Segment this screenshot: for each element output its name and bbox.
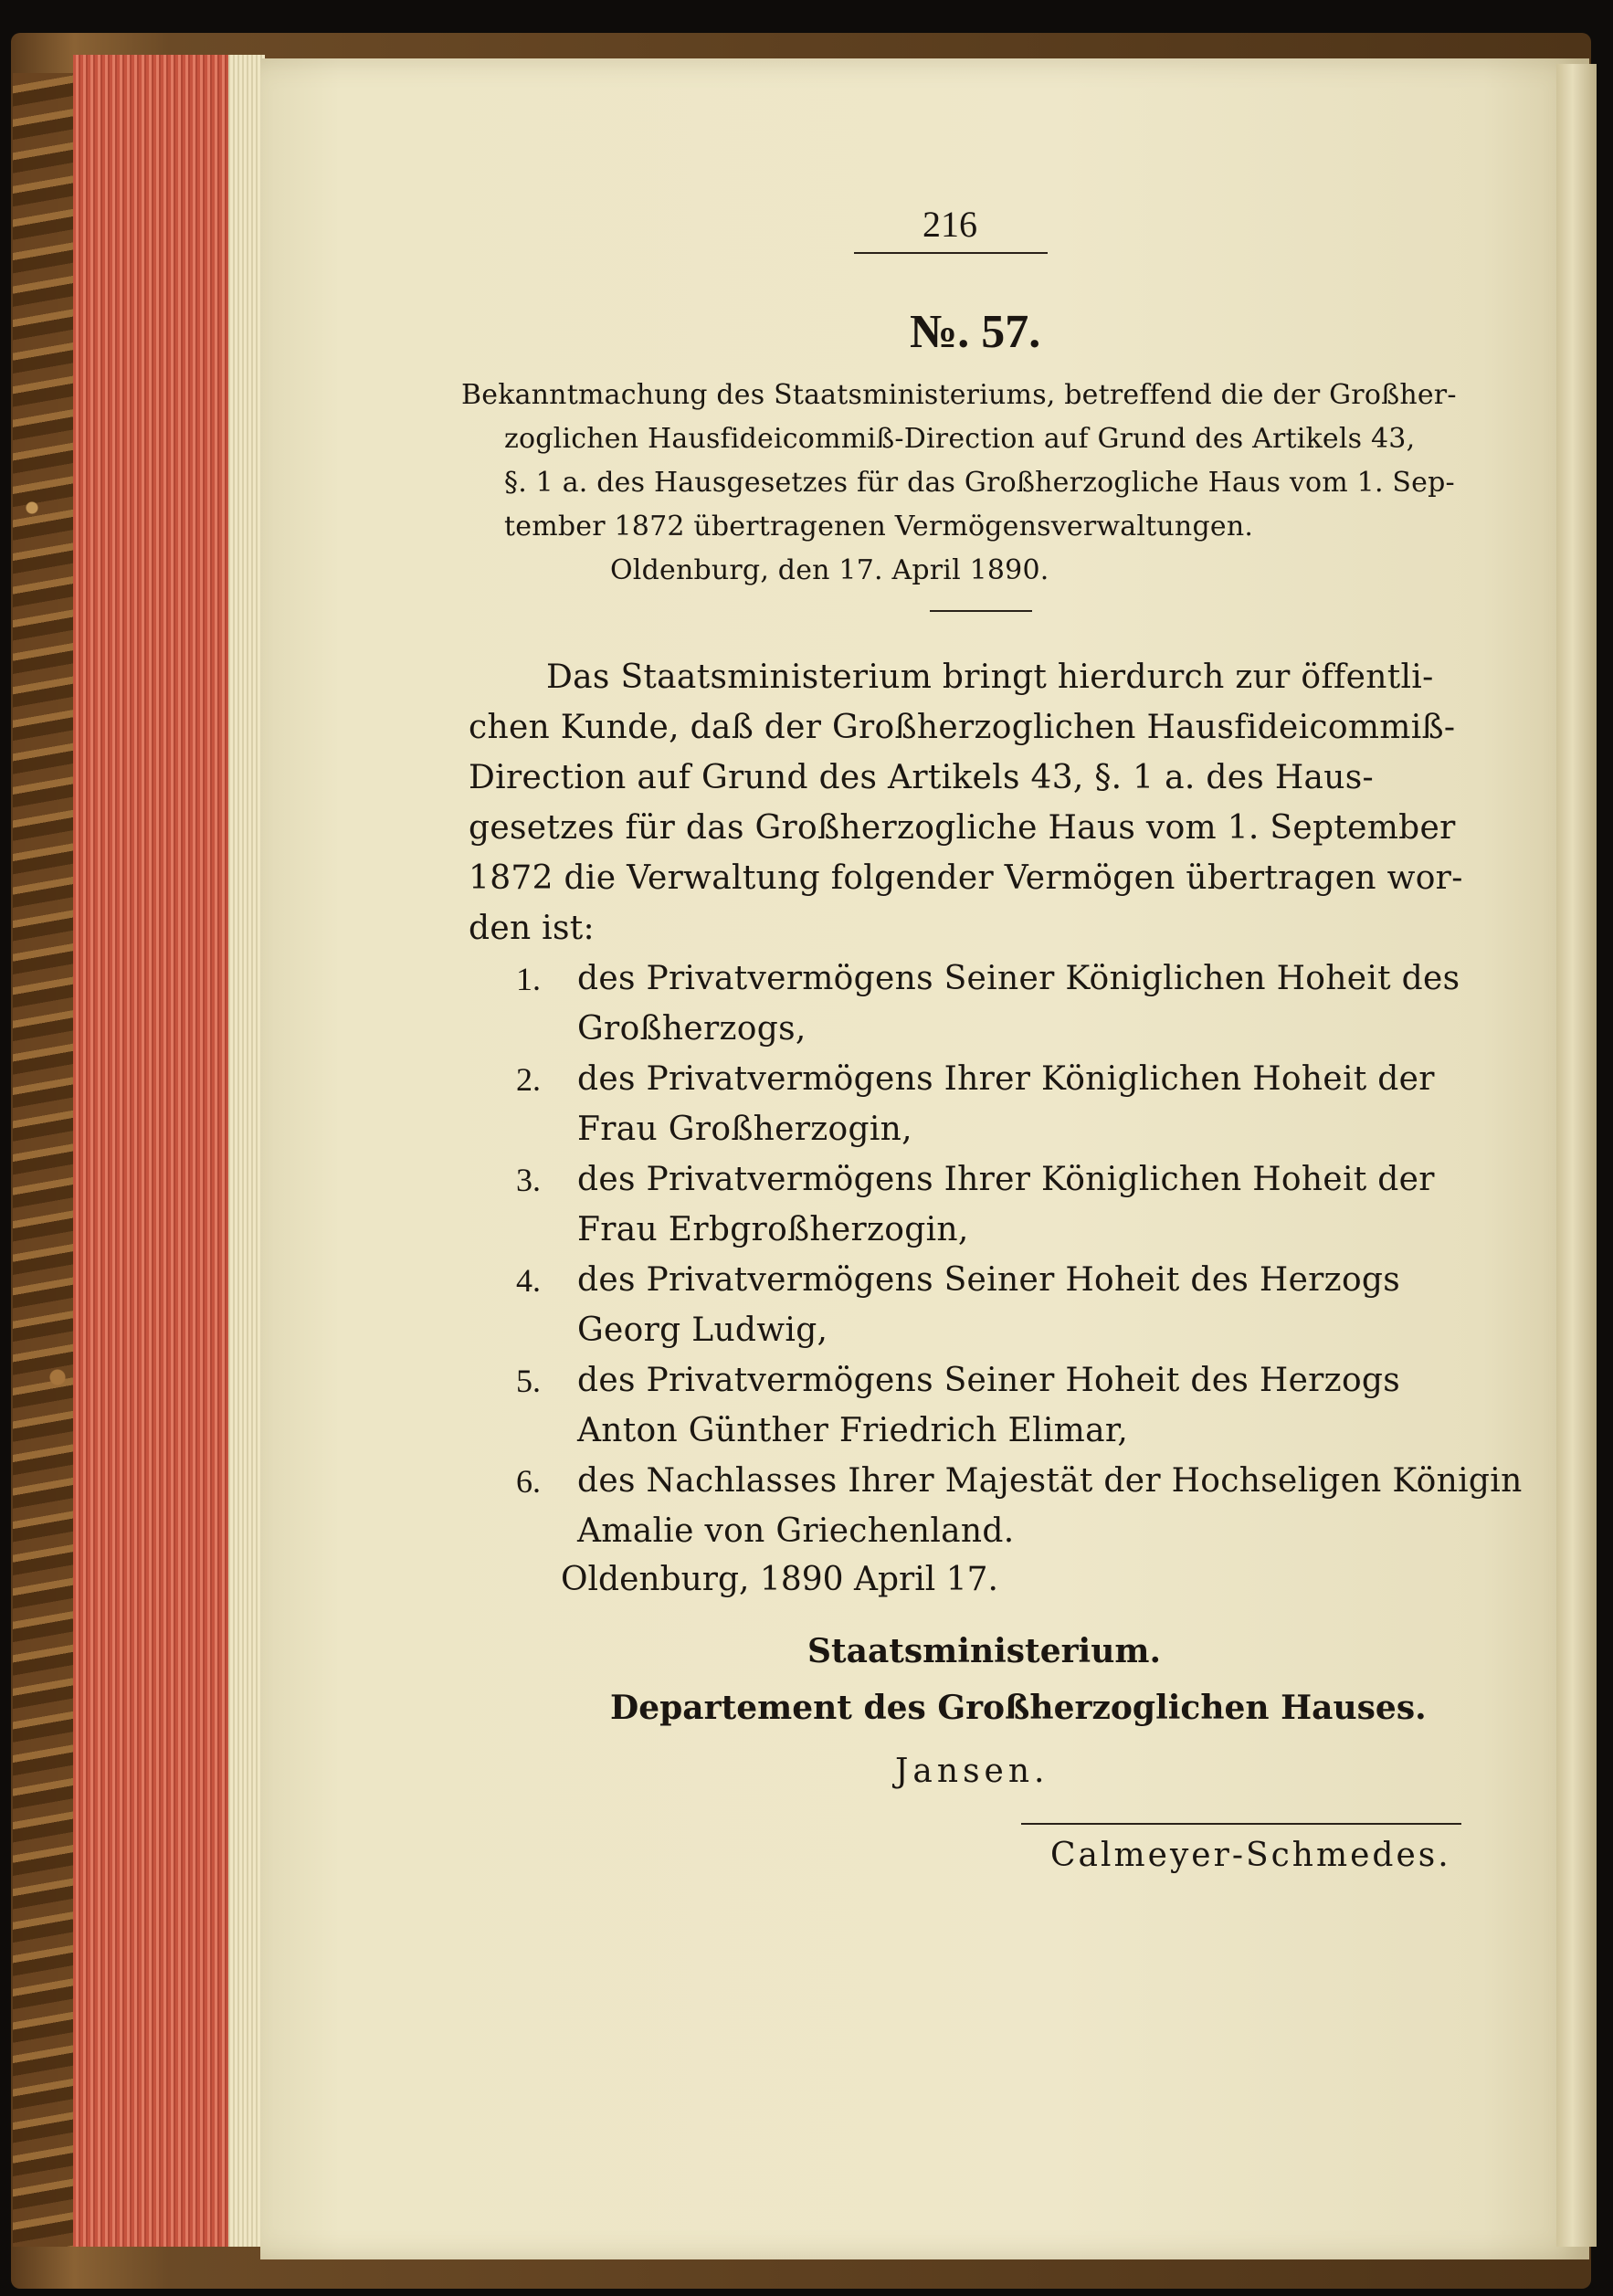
list-item-number: 4. — [516, 1262, 541, 1299]
heading-line: zoglichen Hausfideicommiß-Direction auf Grund des Artikels 43, — [504, 423, 1416, 455]
body-line: Direction auf Grund des Artikels 43, §. 1 a. des Haus- — [469, 759, 1375, 796]
heading-date: Oldenburg, den 17. April 1890. — [610, 554, 1049, 586]
red-page-edges — [73, 55, 247, 2247]
list-item-text: des Nachlasses Ihrer Majestät der Hochseligen Königin — [577, 1462, 1523, 1500]
countersign-rule — [1021, 1823, 1461, 1825]
list-item-text: des Privatvermögens Ihrer Königlichen Hoheit der — [577, 1161, 1435, 1198]
heading-line: §. 1 a. des Hausgesetzes für das Großherzogliche Haus vom 1. Sep- — [504, 467, 1455, 499]
list-item-number: 3. — [516, 1162, 541, 1198]
list-item-text: des Privatvermögens Ihrer Königlichen Hoheit der — [577, 1060, 1435, 1098]
list-item-text: des Privatvermögens Seiner Hoheit des Herzogs — [577, 1362, 1401, 1399]
heading-line: tember 1872 übertragenen Vermögensverwaltungen. — [504, 511, 1254, 542]
countersign-name: Calmeyer-Schmedes. — [1050, 1837, 1451, 1874]
signature-department: Departement des Großherzoglichen Hauses. — [610, 1689, 1427, 1727]
header-rule — [854, 252, 1048, 254]
list-item-number: 2. — [516, 1061, 541, 1098]
signature-ministry: Staatsministerium. — [807, 1632, 1162, 1670]
list-item-text: Georg Ludwig, — [577, 1311, 828, 1349]
body-line: 1872 die Verwaltung folgender Vermögen übertragen wor- — [469, 859, 1463, 897]
page-number: 216 — [922, 204, 977, 245]
list-item-text: des Privatvermögens Seiner Königlichen Hoheit des — [577, 960, 1460, 997]
marbled-cover-edge — [13, 73, 77, 2247]
body-line: Das Staatsministerium bringt hierdurch zur öffentli- — [546, 658, 1434, 696]
signature-name: Jansen. — [895, 1753, 1049, 1790]
document-number: №. 57. — [910, 306, 1041, 358]
facing-page-edge — [1556, 64, 1597, 2247]
heading-line: Bekanntmachung des Staatsministeriums, betreffend die der Großher- — [461, 379, 1457, 411]
body-line: den ist: — [469, 910, 595, 947]
list-item-text: Großherzogs, — [577, 1010, 806, 1048]
list-item-text: Amalie von Griechenland. — [577, 1512, 1015, 1550]
list-item-text: Frau Großherzogin, — [577, 1111, 912, 1148]
list-item-number: 5. — [516, 1363, 541, 1399]
page-edges — [228, 55, 265, 2247]
list-item-text: Anton Günther Friedrich Elimar, — [577, 1412, 1129, 1449]
list-item-text: des Privatvermögens Seiner Hoheit des Herzogs — [577, 1261, 1401, 1299]
list-item-number: 6. — [516, 1463, 541, 1500]
date-line: Oldenburg, 1890 April 17. — [561, 1561, 998, 1598]
list-item-number: 1. — [516, 961, 541, 997]
body-line: gesetzes für das Großherzogliche Haus vom 1. September — [469, 809, 1456, 847]
list-item-text: Frau Erbgroßherzogin, — [577, 1211, 969, 1248]
body-line: chen Kunde, daß der Großherzoglichen Hausfideicommiß- — [469, 709, 1456, 746]
section-rule — [930, 610, 1032, 612]
